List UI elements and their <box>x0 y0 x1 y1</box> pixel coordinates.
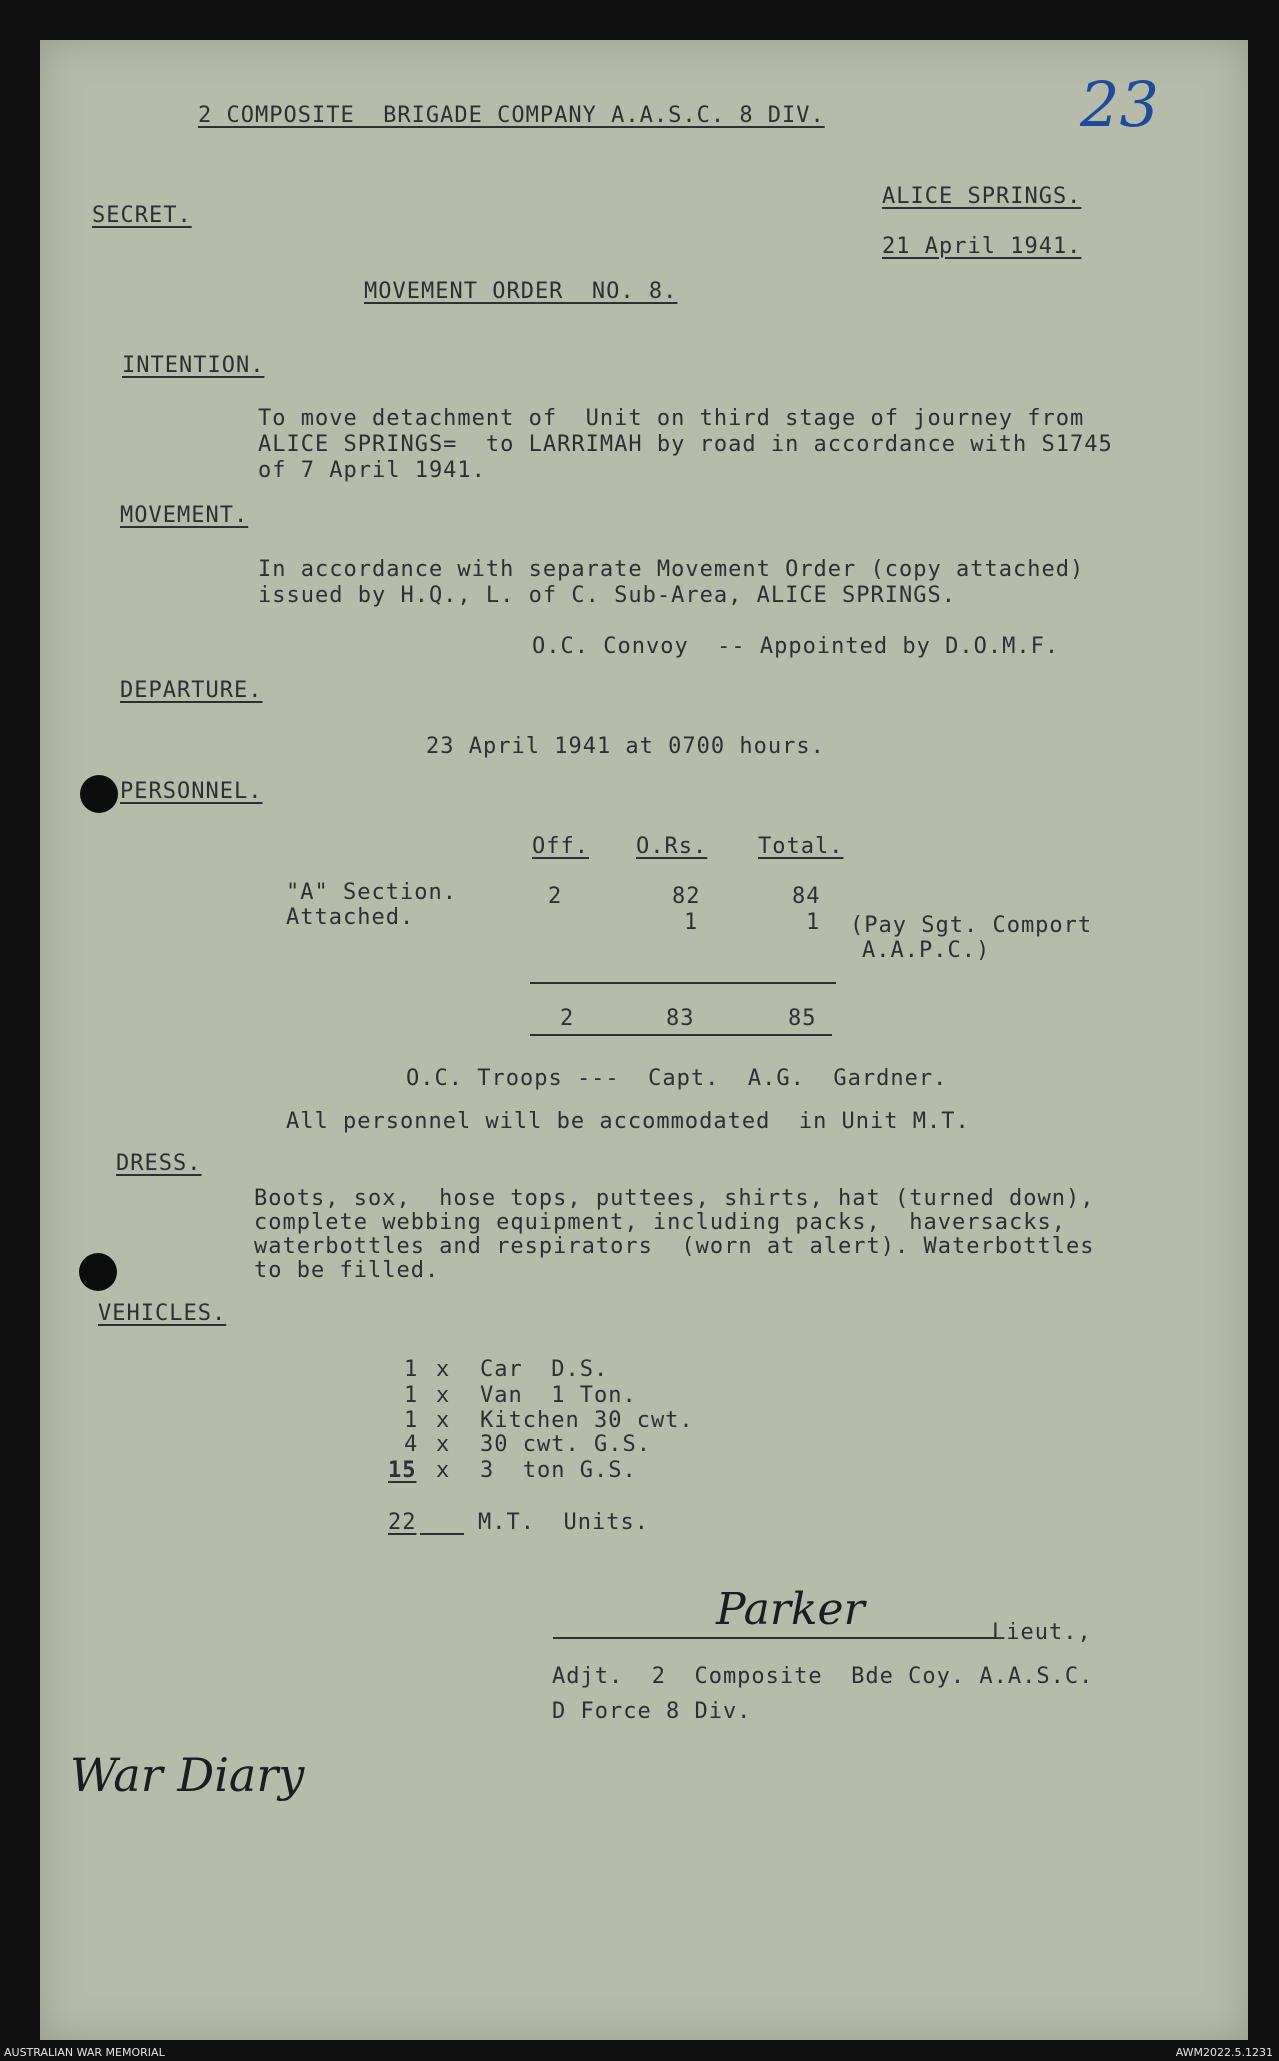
date: 21 April 1941. <box>882 234 1082 259</box>
dress-line: to be filled. <box>254 1258 440 1283</box>
vehicle-qty: 15 <box>388 1458 417 1483</box>
movement-heading: MOVEMENT. <box>120 503 249 528</box>
row-off: 2 <box>548 884 563 909</box>
page-number: 23 <box>1080 68 1159 141</box>
punch-hole-bottom <box>79 1253 117 1291</box>
footer-right: AWM2022.5.1231 <box>1175 2046 1273 2059</box>
vehicle-x: x <box>436 1432 451 1457</box>
punch-hole-top <box>80 775 118 813</box>
vehicle-x: x <box>436 1383 451 1408</box>
row-note: (Pay Sgt. Comport <box>850 913 1093 938</box>
place: ALICE SPRINGS. <box>882 184 1082 209</box>
intention-line: ALICE SPRINGS= to LARRIMAH by road in accordance with S1745 <box>258 432 1113 457</box>
vehicles-total-label: M.T. Units. <box>478 1510 649 1535</box>
page-title: MOVEMENT ORDER NO. 8. <box>364 279 678 304</box>
departure-text: 23 April 1941 at 0700 hours. <box>426 734 825 759</box>
vehicle-qty: 1 <box>404 1383 419 1408</box>
row-note-line2: A.A.P.C.) <box>862 938 991 963</box>
row-total: 1 <box>806 910 821 935</box>
vehicle-desc: Car D.S. <box>480 1357 609 1382</box>
vehicle-x: x <box>436 1458 451 1483</box>
total-off: 2 <box>560 1006 575 1031</box>
col-off: Off. <box>532 834 589 859</box>
signature: Parker <box>716 1584 865 1635</box>
intention-line: To move detachment of Unit on third stage of journey from <box>258 406 1085 431</box>
dress-line: waterbottles and respirators (worn at alert). Waterbottles <box>254 1234 1095 1259</box>
movement-line: issued by H.Q., L. of C. Sub-Area, ALICE SPRINGS. <box>258 583 957 608</box>
dress-line: complete webbing equipment, including packs, haversacks, <box>254 1210 1066 1235</box>
vehicles-total-rule <box>420 1533 464 1535</box>
vehicle-desc: 30 cwt. G.S. <box>480 1432 651 1457</box>
totals-rule <box>530 982 836 984</box>
war-diary-annotation: War Diary <box>70 1748 305 1802</box>
dress-heading: DRESS. <box>116 1151 202 1176</box>
vehicle-x: x <box>436 1357 451 1382</box>
footer-left: AUSTRALIAN WAR MEMORIAL <box>4 2046 165 2059</box>
departure-heading: DEPARTURE. <box>120 678 263 703</box>
vehicle-qty: 1 <box>404 1408 419 1433</box>
accommodation: All personnel will be accommodated in Unit M.T. <box>286 1109 970 1134</box>
personnel-heading: PERSONNEL. <box>120 779 263 804</box>
convoy-line: O.C. Convoy -- Appointed by D.O.M.F. <box>532 634 1060 659</box>
vehicles-total-qty: 22 <box>388 1510 417 1535</box>
intention-heading: INTENTION. <box>122 353 265 378</box>
movement-line: In accordance with separate Movement Order (copy attached) <box>258 557 1085 582</box>
signature-rank: Lieut., <box>992 1620 1092 1645</box>
signature-force: D Force 8 Div. <box>552 1699 752 1724</box>
total-total: 85 <box>788 1006 817 1031</box>
classification: SECRET. <box>92 203 192 228</box>
vehicle-desc: Van 1 Ton. <box>480 1383 637 1408</box>
signature-line <box>553 1637 995 1639</box>
col-total: Total. <box>758 834 844 859</box>
unit-heading: 2 COMPOSITE BRIGADE COMPANY A.A.S.C. 8 DIV. <box>198 103 825 128</box>
row-label: "A" Section. <box>286 880 457 905</box>
col-ors: O.Rs. <box>636 834 708 859</box>
intention-line: of 7 April 1941. <box>258 458 486 483</box>
total-ors: 83 <box>666 1006 695 1031</box>
vehicle-desc: Kitchen 30 cwt. <box>480 1408 694 1433</box>
row-label: Attached. <box>286 905 415 930</box>
vehicle-x: x <box>436 1408 451 1433</box>
dress-line: Boots, sox, hose tops, puttees, shirts, hat (turned down), <box>254 1186 1095 1211</box>
row-ors: 82 <box>672 884 701 909</box>
row-ors: 1 <box>684 910 699 935</box>
vehicle-qty: 4 <box>404 1432 419 1457</box>
totals-underline <box>530 1034 832 1036</box>
oc-troops: O.C. Troops --- Capt. A.G. Gardner. <box>406 1066 948 1091</box>
vehicle-qty: 1 <box>404 1357 419 1382</box>
row-total: 84 <box>792 884 821 909</box>
signature-title: Adjt. 2 Composite Bde Coy. A.A.S.C. <box>552 1664 1094 1689</box>
vehicles-heading: VEHICLES. <box>98 1301 227 1326</box>
vehicle-desc: 3 ton G.S. <box>480 1458 637 1483</box>
document-page <box>40 40 1248 2040</box>
